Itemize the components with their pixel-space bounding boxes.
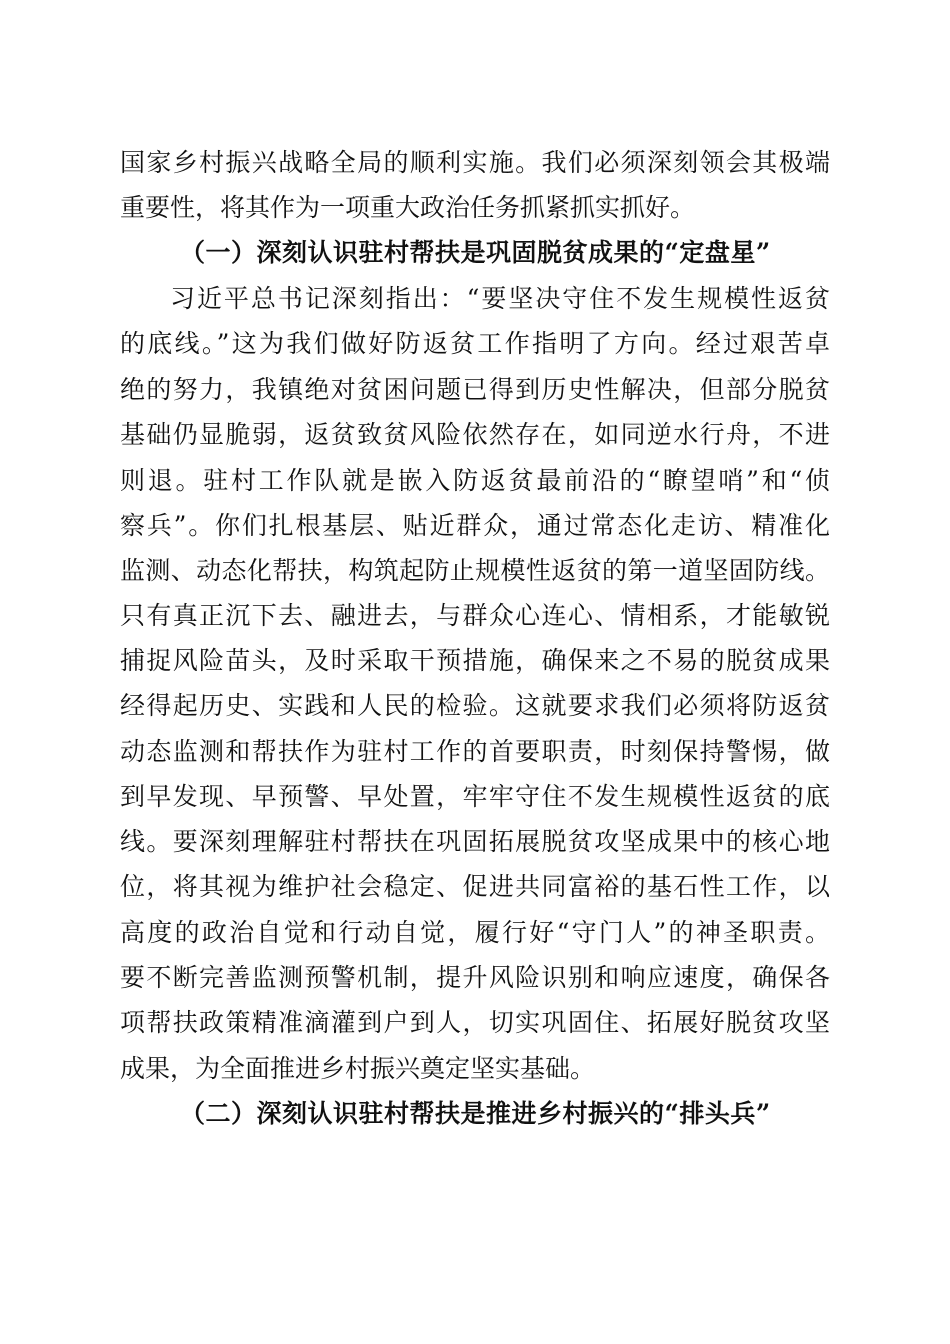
body-text-line: 捕捉风险苗头，及时采取干预措施，确保来之不易的脱贫成果 xyxy=(120,646,830,675)
body-text-line: 成果，为全面推进乡村振兴奠定坚实基础。 xyxy=(120,1054,596,1083)
body-text-line: 要不断完善监测预警机制，提升风险识别和响应速度，确保各 xyxy=(120,963,830,992)
body-text-line: 绝的努力，我镇绝对贫困问题已得到历史性解决，但部分脱贫 xyxy=(120,375,830,404)
paragraph-first-line: 习近平总书记深刻指出：“要坚决守住不发生规模性返贫 xyxy=(170,284,830,313)
body-text-line: 重要性，将其作为一项重大政治任务抓紧抓实抓好。 xyxy=(120,193,696,222)
body-text-line: 则退。驻村工作队就是嵌入防返贫最前沿的“瞭望哨”和“侦 xyxy=(120,466,830,495)
body-text-line: 项帮扶政策精准滴灌到户到人，切实巩固住、拓展好脱贫攻坚 xyxy=(120,1008,830,1037)
body-text-line: 监测、动态化帮扶，构筑起防止规模性返贫的第一道坚固防线。 xyxy=(120,556,830,585)
body-text-line: 位，将其视为维护社会稳定、促进共同富裕的基石性工作，以 xyxy=(120,872,830,901)
section-heading-2: （二）深刻认识驻村帮扶是推进乡村振兴的“排头兵” xyxy=(180,1099,771,1128)
body-text-line: 高度的政治自觉和行动自觉，履行好“守门人”的神圣职责。 xyxy=(120,918,830,947)
body-text-line: 动态监测和帮扶作为驻村工作的首要职责，时刻保持警惕，做 xyxy=(120,737,830,766)
body-text-line: 经得起历史、实践和人民的检验。这就要求我们必须将防返贫 xyxy=(120,691,830,720)
section-heading-1: （一）深刻认识驻村帮扶是巩固脱贫成果的“定盘星” xyxy=(180,238,771,267)
body-text-line: 的底线。”这为我们做好防返贫工作指明了方向。经过艰苦卓 xyxy=(120,329,830,358)
body-text-line: 国家乡村振兴战略全局的顺利实施。我们必须深刻领会其极端 xyxy=(120,148,830,177)
body-text-line: 线。要深刻理解驻村帮扶在巩固拓展脱贫攻坚成果中的核心地 xyxy=(120,827,830,856)
body-text-line: 到早发现、早预警、早处置，牢牢守住不发生规模性返贫的底 xyxy=(120,782,830,811)
body-text-line: 基础仍显脆弱，返贫致贫风险依然存在，如同逆水行舟，不进 xyxy=(120,420,830,449)
body-text-line: 察兵”。你们扎根基层、贴近群众，通过常态化走访、精准化 xyxy=(120,511,830,540)
body-text-line: 只有真正沉下去、融进去，与群众心连心、情相系，才能敏锐 xyxy=(120,601,830,630)
